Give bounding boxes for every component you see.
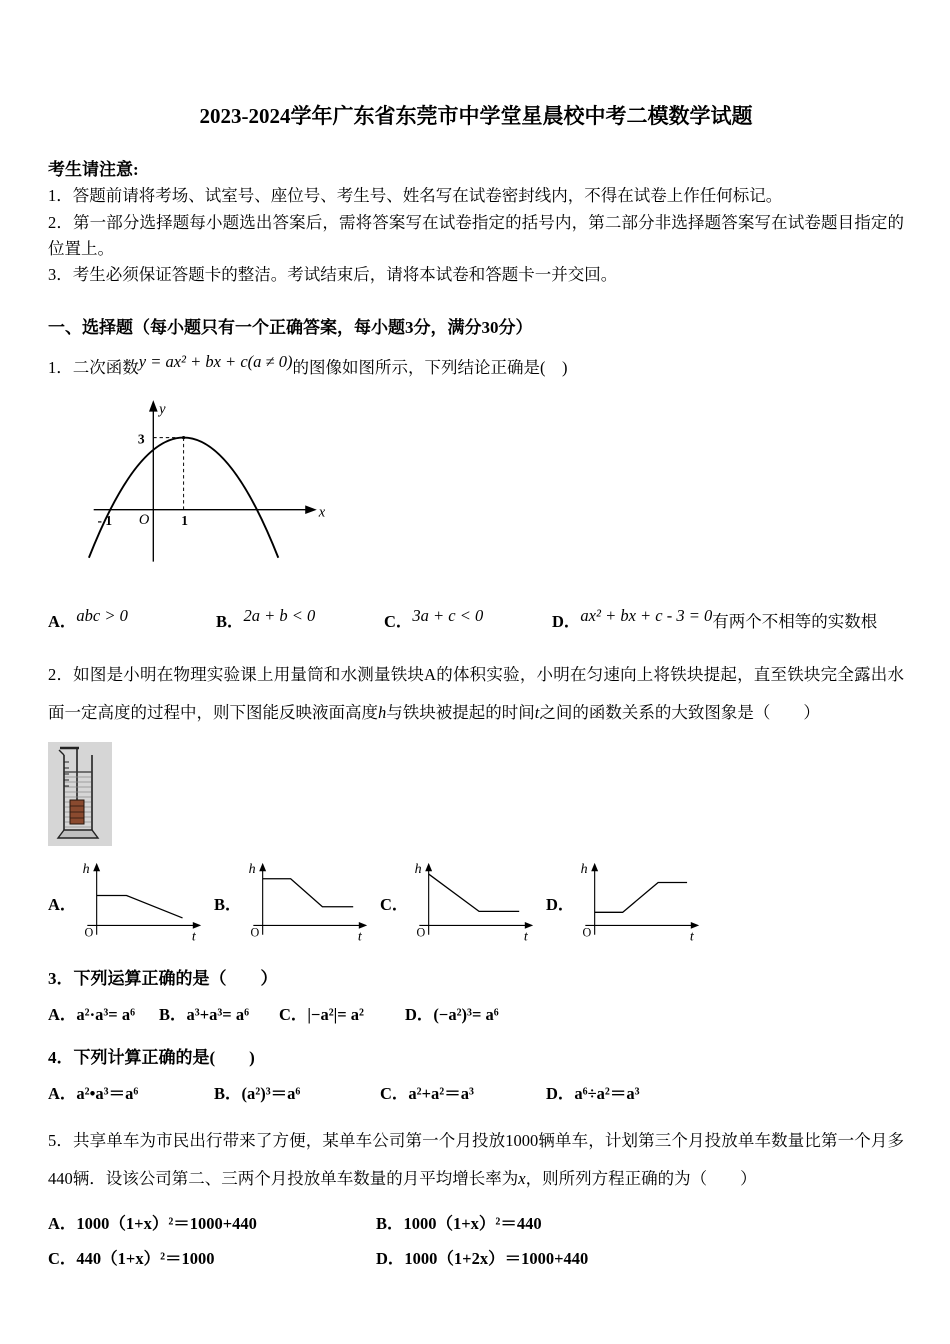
question-2 bbox=[48, 656, 904, 946]
q1-option-b bbox=[216, 605, 384, 632]
notice-item-2: 2．第一部分选择题每小题选出答案后，需将答案写在试卷指定的括号内，第二部分非选择题答案写在试卷题目指定的位置上。 bbox=[48, 212, 904, 258]
notice-heading: 考生请注意: bbox=[48, 160, 139, 179]
q1-stem bbox=[48, 351, 904, 382]
q3-stem: 3．下列运算正确的是（ ） bbox=[48, 968, 278, 988]
q1-option-d-suffix: 有两个不相等的实数根 bbox=[712, 611, 878, 631]
q4-option-d: D．a⁶÷a²＝a³ bbox=[546, 1083, 640, 1103]
q1-option-c-formula: 3a + c < 0 bbox=[412, 605, 484, 625]
question-3 bbox=[48, 964, 904, 1025]
notice-item-1: 1．答题前请将考场、试室号、座位号、考生号、姓名写在试卷密封线内，不得在试卷上作任何标记。 bbox=[48, 186, 783, 206]
q2-option-b-label: B． bbox=[214, 894, 242, 914]
q2-option-d-graph bbox=[576, 860, 702, 946]
curve-flat-decreasing-flat bbox=[262, 878, 353, 906]
q3-option-b: B．a³+a³= a⁶ bbox=[159, 1004, 250, 1024]
q1-option-b-label: B． bbox=[216, 611, 244, 631]
origin-label: O bbox=[250, 925, 259, 940]
x-axis-arrow-icon bbox=[193, 922, 201, 929]
q2-cylinder-figure bbox=[48, 742, 112, 846]
q5-stem-part1: 5．共享单车为市民出行带来了方便，某单车公司第一个月投放1000辆单车，计划第三个月投放单车数量比第一个月多440辆．设该公司第二、三两个月投放单车数量的月平均增长率为 bbox=[48, 1130, 904, 1188]
t-axis-label: t bbox=[524, 929, 529, 945]
q2-option-d-label: D． bbox=[546, 894, 575, 914]
t-axis-label: t bbox=[690, 929, 695, 945]
question-1 bbox=[48, 351, 904, 632]
q5-option-d: D．1000（1+2x）＝1000+440 bbox=[376, 1249, 589, 1269]
q2-option-c-graph bbox=[410, 860, 536, 946]
q2-stem bbox=[48, 656, 904, 732]
q5-option-b: B．1000（1+x）²＝440 bbox=[376, 1213, 542, 1233]
q1-option-a-formula: abc > 0 bbox=[76, 605, 128, 625]
q5-options bbox=[48, 1206, 904, 1277]
q4-option-b: B．(a²)³＝a⁶ bbox=[214, 1083, 301, 1103]
notice-item-3: 3．考生必须保证答题卡的整洁。考试结束后，请将本试卷和答题卡一并交回。 bbox=[48, 265, 618, 285]
q1-option-b-formula: 2a + b < 0 bbox=[243, 605, 316, 625]
q1-option-a-label: A． bbox=[48, 611, 77, 631]
q2-option-a bbox=[48, 860, 214, 946]
q5-options-row-1 bbox=[48, 1206, 904, 1241]
question-5 bbox=[48, 1122, 904, 1277]
candidate-notice bbox=[48, 156, 904, 289]
q5-stem bbox=[48, 1122, 904, 1198]
q2-option-c bbox=[380, 860, 546, 946]
q1-stem-suffix: 的图像如图所示，下列结论正确是( ) bbox=[292, 357, 568, 377]
q2-option-b bbox=[214, 860, 380, 946]
q2-option-b-graph bbox=[244, 860, 370, 946]
x-neg-label: - 1 bbox=[97, 512, 113, 528]
q2-stem-part1: 2．如图是小明在物理实验课上用量筒和水测量铁块A的体积实验，小明在匀速向上将铁块提起，直至铁块完全露出水面一定高度的过程中，则下图能反映液面高度 bbox=[48, 664, 904, 722]
q3-option-c: C．|−a²|= a² bbox=[279, 1004, 365, 1024]
question-4 bbox=[48, 1043, 904, 1104]
h-axis-label: h bbox=[248, 861, 256, 877]
origin-label: O bbox=[138, 511, 150, 528]
h-axis-label: h bbox=[83, 861, 91, 877]
q2-var-h: h bbox=[378, 702, 387, 722]
t-axis-label: t bbox=[192, 929, 197, 945]
q2-option-a-label: A． bbox=[48, 894, 77, 914]
q5-option-c: C．440（1+x）²＝1000 bbox=[48, 1249, 215, 1269]
q4-option-a: A．a²•a³＝a⁶ bbox=[48, 1083, 139, 1103]
cylinder-base bbox=[58, 830, 98, 838]
q2-stem-part3: 之间的函数关系的大致图象是（ ） bbox=[539, 702, 820, 722]
section-one-heading: 一、选择题（每小题只有一个正确答案，每小题3分，满分30分） bbox=[48, 317, 533, 337]
vertex-point bbox=[182, 436, 185, 439]
q1-option-d-formula: ax² + bx + c - 3 = 0 bbox=[580, 605, 713, 625]
origin-label: O bbox=[416, 925, 426, 940]
y-axis-arrow-icon bbox=[592, 863, 599, 871]
q2-option-d bbox=[546, 860, 904, 946]
x-axis-arrow-icon bbox=[525, 922, 533, 929]
q1-option-d bbox=[552, 605, 904, 632]
q2-stem-part2: 与铁块被提起的时间 bbox=[386, 702, 535, 722]
x-value-label: 1 bbox=[181, 512, 188, 528]
q1-option-a bbox=[48, 605, 216, 632]
y-axis-arrow-icon bbox=[94, 863, 101, 871]
origin-label: O bbox=[582, 925, 592, 940]
q5-var-x: x bbox=[518, 1168, 526, 1188]
t-axis-label: t bbox=[357, 929, 362, 945]
parabola-curve bbox=[89, 437, 278, 557]
document-title: 2023-2024学年广东省东莞市中学堂星晨校中考二模数学试题 bbox=[199, 104, 753, 128]
q1-option-c-label: C． bbox=[384, 611, 413, 631]
q1-option-d-label: D． bbox=[552, 611, 581, 631]
q3-option-d: D．(−a²)³= a⁶ bbox=[405, 1004, 499, 1024]
y-axis-arrow-icon bbox=[259, 863, 266, 871]
q1-stem-prefix: 1．二次函数 bbox=[48, 357, 139, 377]
q2-option-a-graph bbox=[78, 860, 204, 946]
h-axis-label: h bbox=[581, 861, 589, 877]
x-axis-label: x bbox=[318, 504, 326, 521]
q3-option-a: A．a²·a³= a⁶ bbox=[48, 1004, 136, 1024]
q4-stem: 4．下列计算正确的是( ) bbox=[48, 1047, 255, 1067]
q1-options bbox=[48, 605, 904, 632]
q3-options bbox=[48, 1001, 904, 1025]
q4-option-c: C．a²+a²＝a³ bbox=[380, 1083, 474, 1103]
curve-decreasing-then-flat bbox=[429, 874, 520, 911]
q4-options bbox=[48, 1080, 904, 1104]
q1-option-c bbox=[384, 605, 552, 632]
x-axis-arrow-icon bbox=[358, 922, 366, 929]
q1-stem-formula: y = ax² + bx + c(a ≠ 0) bbox=[138, 351, 293, 371]
x-axis-arrow-icon bbox=[691, 922, 699, 929]
q2-var-t: t bbox=[534, 702, 540, 722]
q2-options bbox=[48, 860, 904, 946]
curve-flat-then-decreasing bbox=[97, 895, 183, 917]
y-axis-arrow-icon bbox=[426, 863, 433, 871]
q5-options-row-2 bbox=[48, 1241, 904, 1276]
q5-option-a: A．1000（1+x）²＝1000+440 bbox=[48, 1213, 257, 1233]
origin-label: O bbox=[84, 925, 94, 940]
y-value-label: 3 bbox=[137, 431, 145, 447]
y-axis-arrow-icon bbox=[149, 400, 158, 412]
q2-option-c-label: C． bbox=[380, 894, 409, 914]
q1-parabola-figure bbox=[86, 396, 336, 584]
x-axis-arrow-icon bbox=[305, 505, 317, 514]
curve-flat-increasing-flat bbox=[595, 882, 687, 912]
y-axis-label: y bbox=[159, 401, 166, 418]
q5-stem-part2: ，则所列方程正确的为（ ） bbox=[525, 1168, 757, 1188]
h-axis-label: h bbox=[415, 861, 423, 877]
